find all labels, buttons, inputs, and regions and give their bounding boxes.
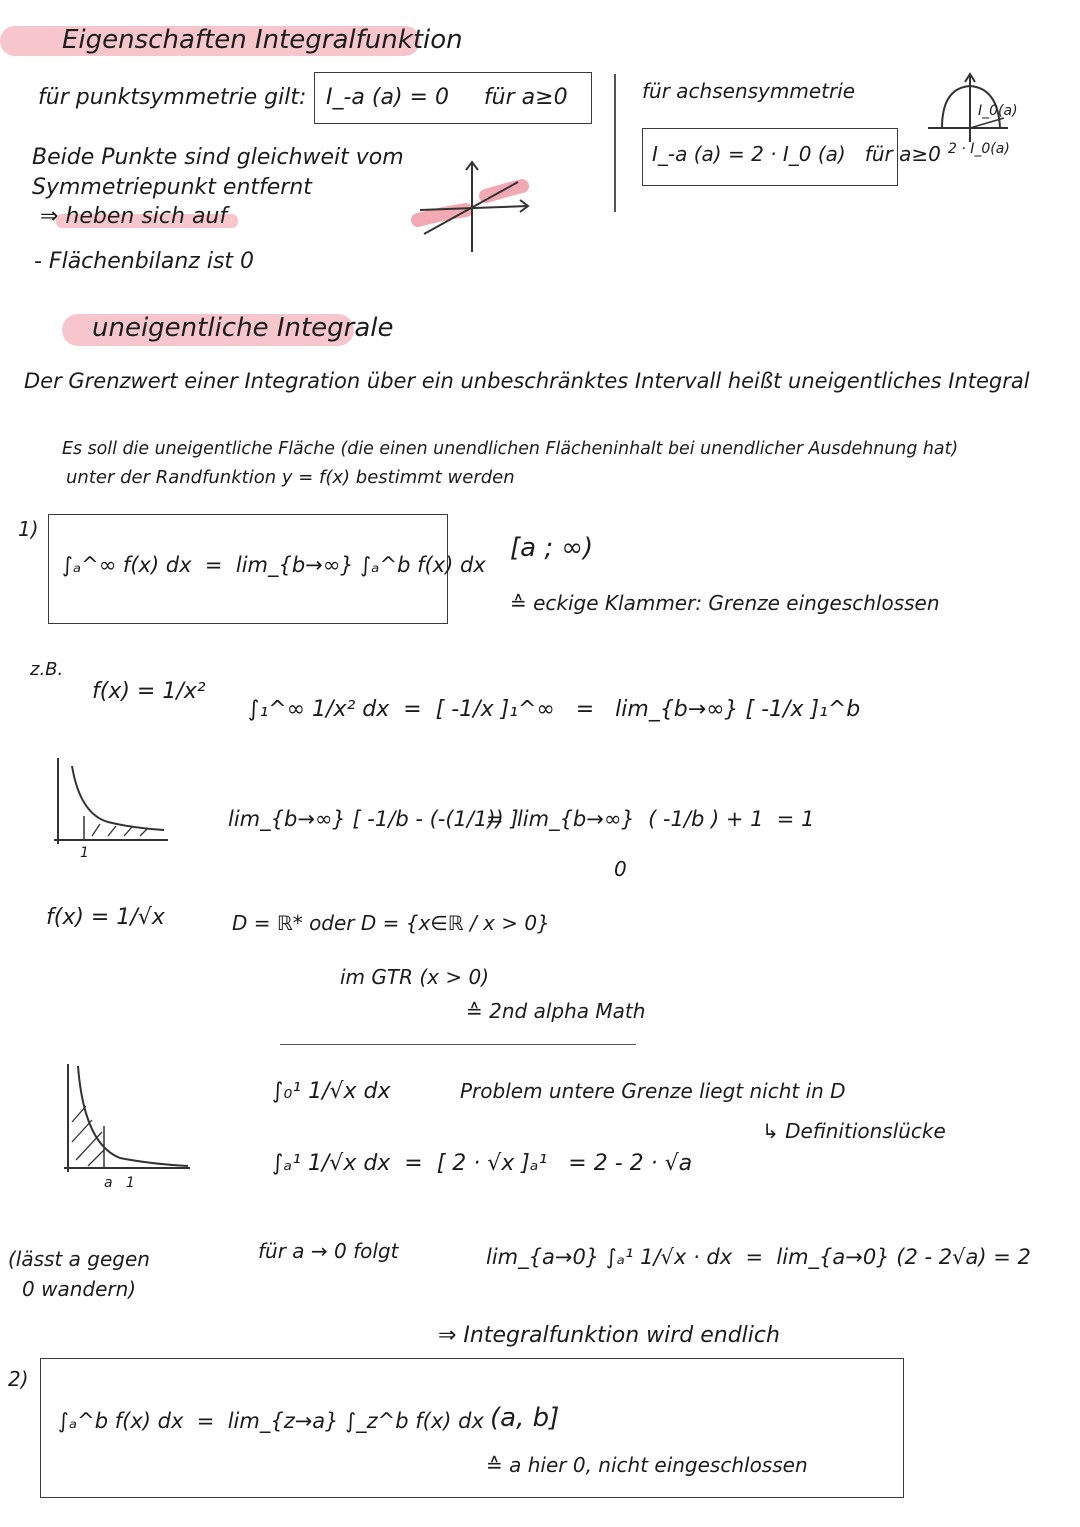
example-2-function: f(x) = 1/√x bbox=[46, 905, 165, 930]
column-divider bbox=[614, 74, 616, 212]
case-1-interval: [a ; ∞) bbox=[510, 533, 594, 563]
point-symmetry-formula: I_-a (a) = 0 für a≥0 bbox=[326, 85, 568, 110]
example-2-integral-0-1: ∫₀¹ 1/√x dx bbox=[272, 1079, 391, 1104]
example-2-limit-label: für a → 0 folgt bbox=[258, 1239, 399, 1263]
case-2-definition: ∫ₐ^b f(x) dx = lim_{z→a} ∫_z^b f(x) dx bbox=[58, 1409, 484, 1433]
section-heading-integral-properties: Eigenschaften Integralfunktion bbox=[62, 25, 463, 55]
case-1-number: 1) bbox=[18, 517, 39, 541]
point-note-3: ⇒ heben sich auf bbox=[40, 204, 228, 229]
case-2-interval: (a, b] bbox=[490, 1403, 560, 1433]
example-2-integral-a-1: ∫ₐ¹ 1/√x dx = [ 2 · √x ]ₐ¹ = 2 - 2 · √a bbox=[272, 1151, 693, 1176]
improper-description-2: unter der Randfunktion y = f(x) bestimmt werden bbox=[66, 467, 515, 488]
example-1-function: f(x) = 1/x² bbox=[92, 679, 206, 704]
point-note-2: Symmetriepunkt entfernt bbox=[32, 175, 312, 200]
example-2-graph bbox=[62, 1062, 194, 1180]
side-note-1: (lässt a gegen bbox=[8, 1247, 150, 1271]
case-1-bracket-note: ≙ eckige Klammer: Grenze eingeschlossen bbox=[510, 591, 940, 615]
case-2-note: ≙ a hier 0, nicht eingeschlossen bbox=[486, 1453, 808, 1477]
example-1-limit-step: lim_{b→∞} [ -1/b - (-(1/1)) ] bbox=[228, 807, 519, 831]
example-1-integral: ∫₁^∞ 1/x² dx = [ -1/x ]₁^∞ = lim_{b→∞} [ -1/x ]₁^b bbox=[248, 697, 861, 722]
section-heading-improper-integrals: uneigentliche Integrale bbox=[92, 313, 394, 343]
example-2-limit: lim_{a→0} ∫ₐ¹ 1/√x · dx = lim_{a→0} (2 - 2√a) = 2 bbox=[486, 1245, 1031, 1269]
example-2-conclusion: ⇒ Integralfunktion wird endlich bbox=[438, 1323, 780, 1348]
example-2-gtr-note: ≙ 2nd alpha Math bbox=[466, 999, 646, 1023]
axis-sketch-label-1: I_0(a) bbox=[978, 103, 1018, 119]
example-2-definition-gap: ↳ Definitionslücke bbox=[762, 1119, 946, 1143]
example-label: z.B. bbox=[30, 659, 64, 680]
example-2-domain: D = ℝ* oder D = {x∈ℝ / x > 0} bbox=[232, 911, 550, 935]
axis-sketch-label-2: 2 · I_0(a) bbox=[948, 141, 1010, 157]
point-symmetry-label: für punktsymmetrie gilt: bbox=[38, 85, 307, 110]
example-1-graph-tick: 1 bbox=[80, 845, 89, 861]
axis-symmetry-label: für achsensymmetrie bbox=[642, 79, 856, 103]
example-2-gtr: im GTR (x > 0) bbox=[340, 965, 490, 989]
improper-description-1: Es soll die uneigentliche Fläche (die einen unendlichen Flächeninhalt bei unendlicher Ausdehnung hat) bbox=[62, 439, 959, 459]
side-note-2: 0 wandern) bbox=[22, 1277, 137, 1301]
axis-symmetry-formula: I_-a (a) = 2 · I_0 (a) für a≥0 bbox=[652, 142, 941, 166]
example-2-problem: Problem untere Grenze liegt nicht in D bbox=[460, 1079, 846, 1103]
example-2-graph-ticks: a 1 bbox=[104, 1175, 135, 1191]
case-2-number: 2) bbox=[8, 1367, 29, 1391]
point-note-1: Beide Punkte sind gleichweit vom bbox=[32, 145, 404, 170]
point-note-4: - Flächenbilanz ist 0 bbox=[34, 249, 255, 274]
improper-definition: Der Grenzwert einer Integration über ein unbeschränktes Intervall heißt uneigentliches Integral bbox=[24, 369, 1030, 393]
example-1-graph bbox=[52, 756, 172, 852]
example-1-zero-annotation: 0 bbox=[614, 857, 627, 881]
point-symmetry-sketch bbox=[410, 158, 540, 258]
separator-line bbox=[280, 1044, 636, 1045]
case-1-definition: ∫ₐ^∞ f(x) dx = lim_{b→∞} ∫ₐ^b f(x) dx bbox=[62, 553, 486, 577]
example-1-result: = lim_{b→∞} ( -1/b ) + 1 = 1 bbox=[486, 807, 815, 831]
